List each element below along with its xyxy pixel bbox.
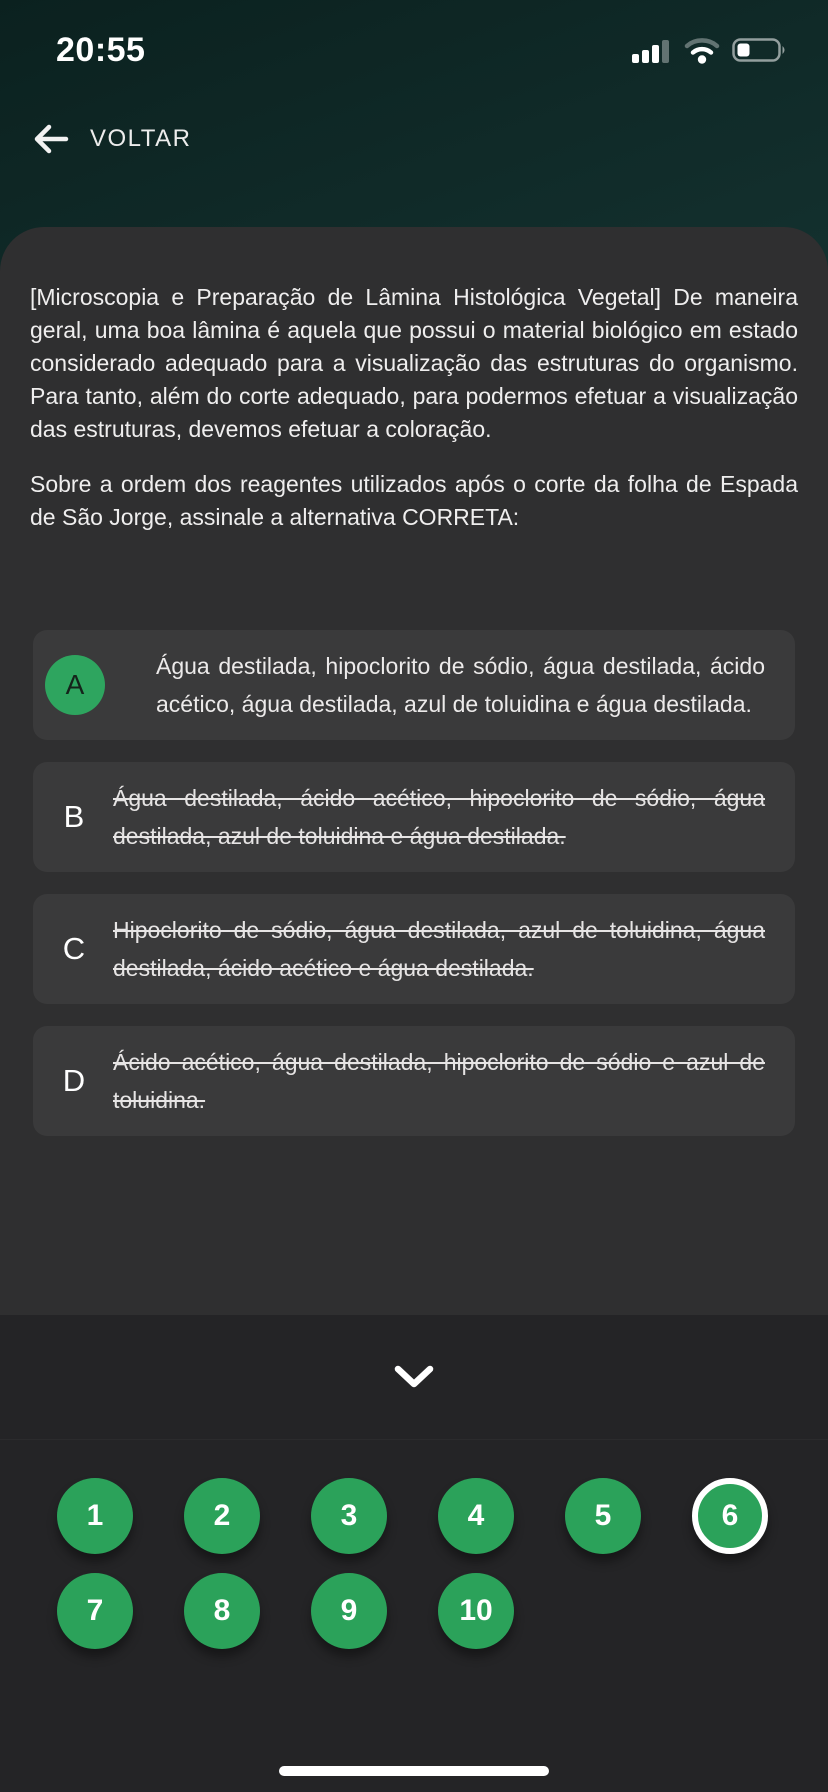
arrow-left-icon bbox=[30, 122, 70, 156]
question-number-4[interactable]: 4 bbox=[438, 1478, 514, 1554]
option-a-selected-badge: A bbox=[45, 655, 105, 715]
question-text bbox=[0, 227, 828, 534]
question-number-5[interactable]: 5 bbox=[565, 1478, 641, 1554]
chevron-down-icon bbox=[394, 1365, 434, 1389]
option-b-text: Água destilada, ácido acético, hipoclorito de sódio, água destilada, azul de toluidina e água destilada. bbox=[113, 785, 765, 849]
status-icons bbox=[632, 37, 788, 64]
back-label: VOLTAR bbox=[90, 125, 192, 152]
pager-row-2 bbox=[57, 1573, 828, 1649]
battery-icon bbox=[732, 37, 788, 63]
back-button[interactable] bbox=[30, 122, 191, 156]
question-number-9[interactable]: 9 bbox=[311, 1573, 387, 1649]
question-number-1[interactable]: 1 bbox=[57, 1478, 133, 1554]
clock: 20:55 bbox=[56, 30, 146, 69]
status-bar bbox=[0, 22, 828, 78]
option-a[interactable] bbox=[33, 630, 795, 740]
question-number-2[interactable]: 2 bbox=[184, 1478, 260, 1554]
option-d-text: Ácido acético, água destilada, hipoclorito de sódio e azul de toluidina. bbox=[113, 1049, 765, 1113]
question-number-7[interactable]: 7 bbox=[57, 1573, 133, 1649]
home-indicator[interactable] bbox=[279, 1766, 549, 1776]
question-navigator-sheet bbox=[0, 1315, 828, 1792]
question-number-8[interactable]: 8 bbox=[184, 1573, 260, 1649]
question-pager bbox=[0, 1440, 828, 1649]
question-paragraph-1: [Microscopia e Preparação de Lâmina Histológica Vegetal] De maneira geral, uma boa lâmina é aquela que possui o material biológico em estado considerado adequado para a visualização das estruturas do organismo. Para tanto, além do corte adequado, para podermos efetuar a visualização das estruturas, devemos efetuar a coloração. bbox=[30, 284, 798, 442]
option-b[interactable] bbox=[33, 762, 795, 872]
option-c-letter: C bbox=[62, 931, 86, 966]
option-c-text: Hipoclorito de sódio, água destilada, azul de toluidina, água destilada, ácido acético e água destilada. bbox=[113, 917, 765, 981]
option-b-letter: B bbox=[63, 799, 85, 834]
question-number-3[interactable]: 3 bbox=[311, 1478, 387, 1554]
question-number-6-active[interactable]: 6 bbox=[692, 1478, 768, 1554]
pager-row-1 bbox=[57, 1478, 828, 1554]
question-number-10[interactable]: 10 bbox=[438, 1573, 514, 1649]
wifi-icon bbox=[684, 37, 720, 64]
option-d[interactable] bbox=[33, 1026, 795, 1136]
question-paragraph-2: Sobre a ordem dos reagentes utilizados após o corte da folha de Espada de São Jorge, assinale a alternativa CORRETA: bbox=[30, 471, 798, 530]
options-list bbox=[33, 630, 795, 1136]
collapse-sheet-button[interactable] bbox=[0, 1315, 828, 1440]
cellular-signal-icon bbox=[632, 37, 672, 63]
option-c[interactable] bbox=[33, 894, 795, 1004]
option-a-text: Água destilada, hipoclorito de sódio, água destilada, ácido acético, água destilada, azul de toluidina e água destilada. bbox=[156, 653, 765, 717]
option-d-letter: D bbox=[62, 1063, 86, 1098]
